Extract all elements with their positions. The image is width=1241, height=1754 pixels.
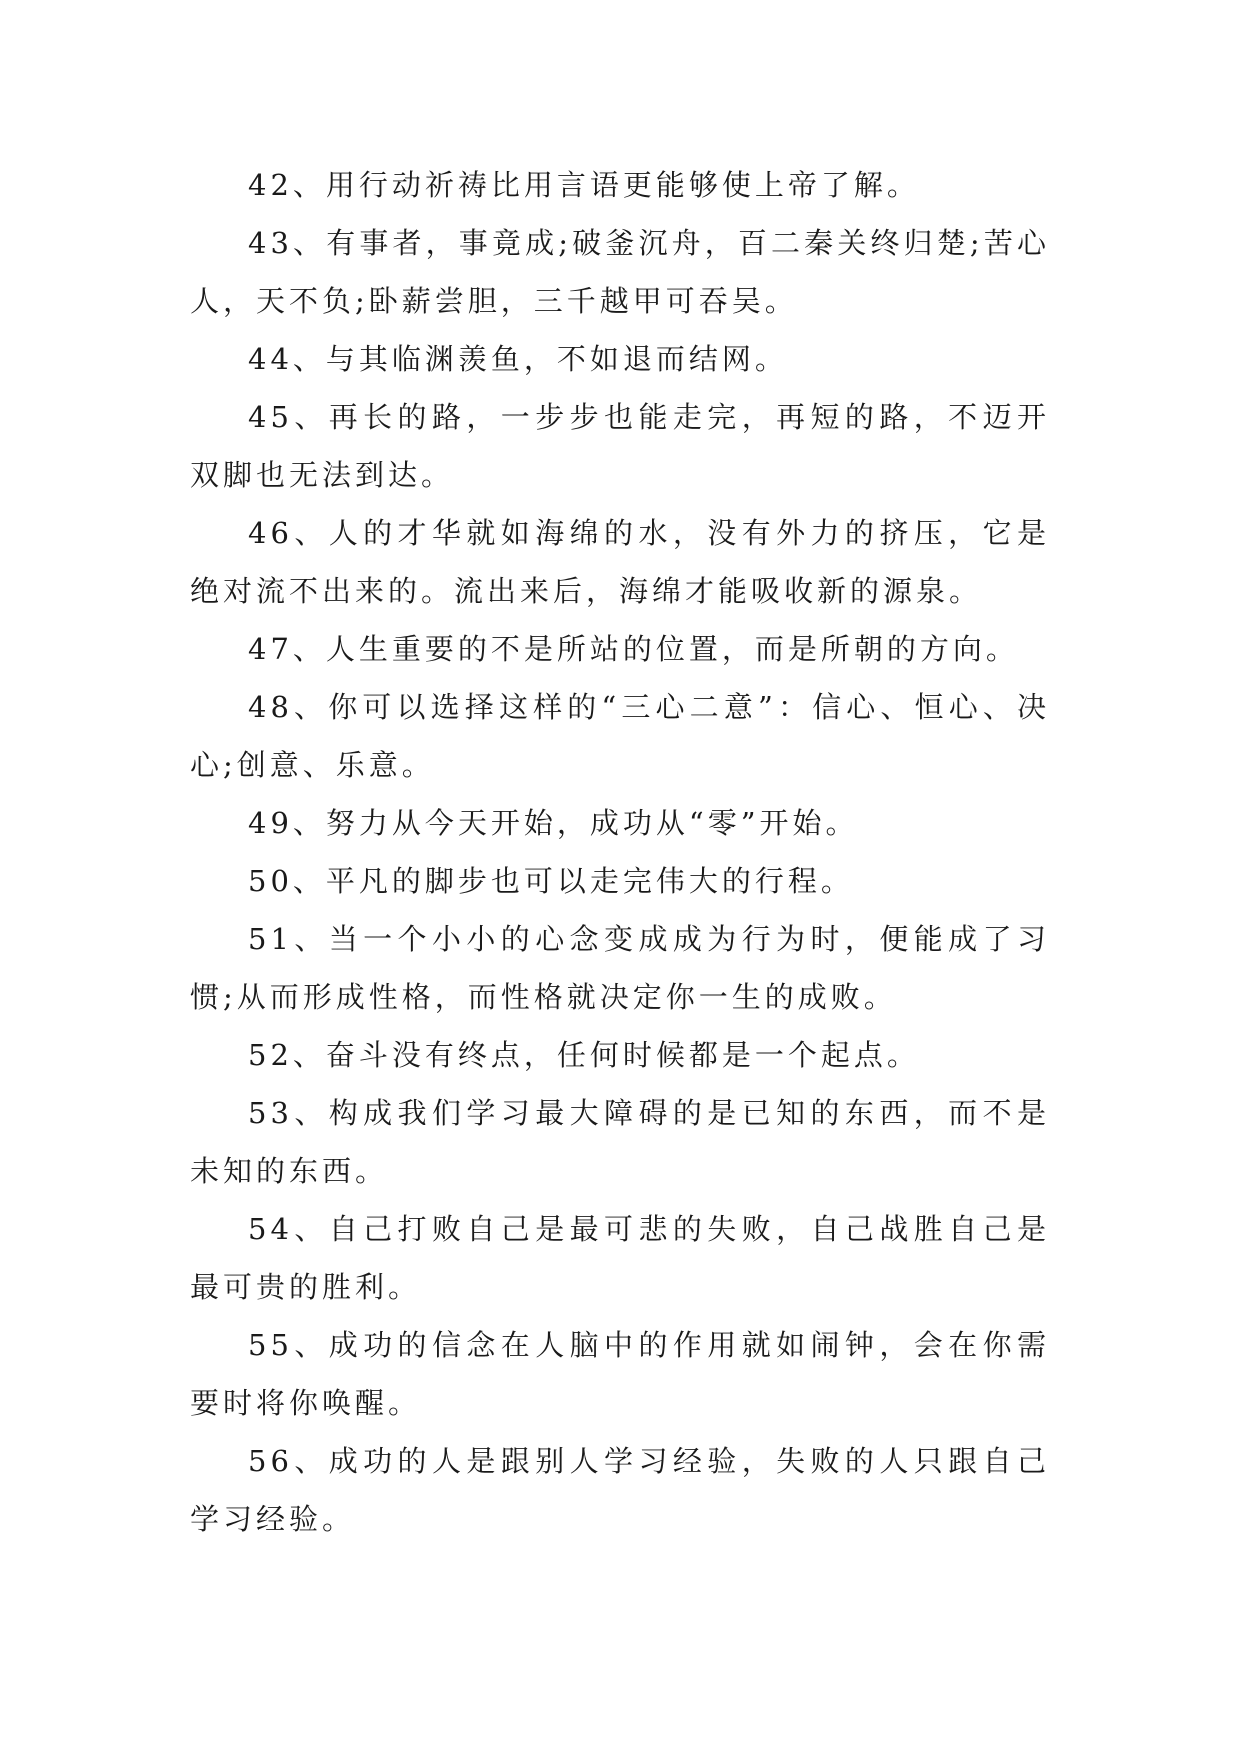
quote-paragraph-43: 43、有事者，事竟成;破釜沉舟，百二秦关终归楚;苦心人，天不负;卧薪尝胆，三千越甲可吞吴。 (190, 226, 1050, 318)
quote-paragraph-42: 42、用行动祈祷比用言语更能够使上帝了解。 (248, 168, 920, 202)
quote-paragraph-47: 47、人生重要的不是所站的位置，而是所朝的方向。 (248, 632, 1019, 666)
document-body (190, 156, 1050, 1548)
quote-paragraph-50: 50、平凡的脚步也可以走完伟大的行程。 (248, 864, 854, 898)
quote-paragraph-46: 46、人的才华就如海绵的水，没有外力的挤压，它是绝对流不出来的。流出来后，海绵才能吸收新的源泉。 (190, 516, 1050, 608)
quote-paragraph-45: 45、再长的路，一步步也能走完，再短的路，不迈开双脚也无法到达。 (190, 400, 1050, 492)
quote-paragraph-56: 56、成功的人是跟别人学习经验，失败的人只跟自己学习经验。 (190, 1444, 1050, 1536)
quote-paragraph-53: 53、构成我们学习最大障碍的是已知的东西，而不是未知的东西。 (190, 1096, 1050, 1188)
quote-paragraph-49: 49、努力从今天开始，成功从“零”开始。 (248, 806, 859, 840)
quote-paragraph-55: 55、成功的信念在人脑中的作用就如闹钟，会在你需要时将你唤醒。 (190, 1328, 1050, 1420)
quote-paragraph-44: 44、与其临渊羡鱼，不如退而结网。 (248, 342, 788, 376)
quote-paragraph-54: 54、自己打败自己是最可悲的失败，自己战胜自己是最可贵的胜利。 (190, 1212, 1050, 1304)
quote-paragraph-52: 52、奋斗没有终点，任何时候都是一个起点。 (248, 1038, 920, 1072)
quote-paragraph-51: 51、当一个小小的心念变成成为行为时，便能成了习惯;从而形成性格，而性格就决定你一生的成败。 (190, 922, 1050, 1014)
quote-paragraph-48: 48、你可以选择这样的“三心二意”：信心、恒心、决心;创意、乐意。 (190, 690, 1050, 782)
